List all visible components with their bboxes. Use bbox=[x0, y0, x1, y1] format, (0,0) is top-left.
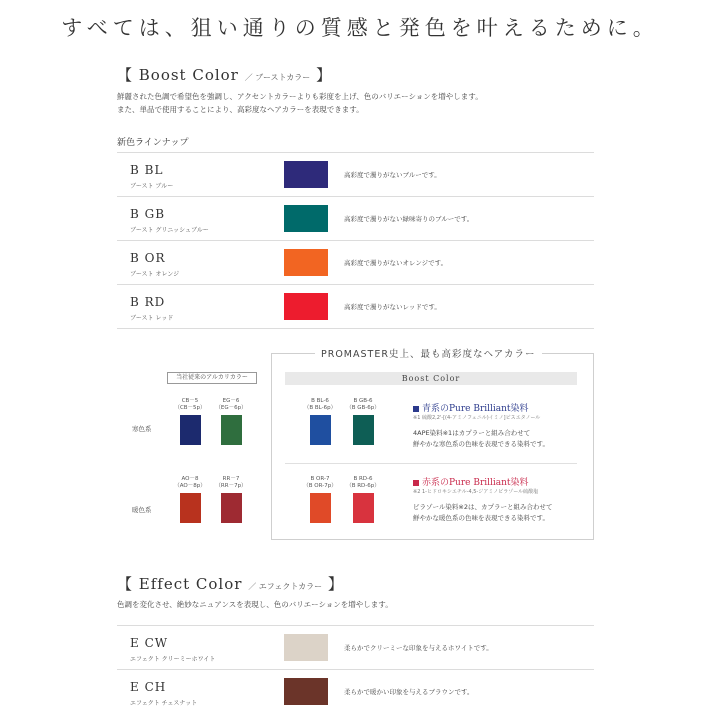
red-dye-description bbox=[413, 502, 552, 524]
item-kana: ブースト オレンジ bbox=[130, 271, 180, 278]
color-swatch bbox=[284, 205, 328, 232]
product-code-p: （B BL-6p） bbox=[303, 405, 337, 411]
item-description: 高彩度で濁りがない緑味寄りのブルーです。 bbox=[344, 215, 474, 223]
item-code: B GB bbox=[130, 207, 166, 221]
product-bgb6 bbox=[343, 398, 383, 445]
red-desc-line-2: 鮮やかな暖色系の色味を表現できる染料です。 bbox=[413, 514, 549, 522]
item-kana: ブースト レッド bbox=[130, 315, 174, 322]
product-code-p: （CB－5p） bbox=[174, 405, 206, 411]
item-kana: ブースト グリニッシュブルー bbox=[130, 227, 209, 234]
boost-color-bar: Boost Color bbox=[285, 372, 577, 385]
product-code: AO－8 bbox=[181, 476, 199, 482]
effect-title-sub: ／ エフェクトカラー bbox=[248, 582, 323, 591]
product-swatch bbox=[180, 493, 201, 523]
item-kana: ブースト ブルー bbox=[130, 183, 174, 190]
product-brd6 bbox=[343, 476, 383, 523]
item-code: E CH bbox=[130, 680, 167, 694]
boost-item-bgb bbox=[117, 196, 594, 240]
conventional-color-label: 当社従来のアルカリカラー bbox=[167, 372, 257, 384]
boost-item-bor bbox=[117, 240, 594, 284]
color-swatch bbox=[284, 634, 328, 661]
blue-desc-line-1: 4APE染料※1はカプラーと組み合わせて bbox=[413, 429, 531, 437]
product-swatch bbox=[221, 415, 242, 445]
lineup-label: 新色ラインナップ bbox=[117, 138, 189, 148]
item-kana: エフェクト チェスナット bbox=[130, 700, 198, 707]
product-eg6 bbox=[211, 398, 251, 445]
product-rr7 bbox=[211, 476, 251, 523]
product-code: CB－5 bbox=[181, 398, 199, 404]
item-code: B OR bbox=[130, 251, 166, 265]
product-code: B RD-6 bbox=[353, 476, 373, 482]
product-swatch bbox=[353, 415, 374, 445]
item-description: 柔らかで暖かい印象を与えるブラウンです。 bbox=[344, 688, 474, 696]
item-code: E CW bbox=[130, 636, 169, 650]
boost-title-sub: ／ ブーストカラー bbox=[244, 73, 311, 82]
product-swatch bbox=[310, 493, 331, 523]
boost-description bbox=[117, 90, 483, 116]
boost-desc-line-1: 鮮麗された色調で希望色を強調し、アクセントカラーよりも彩度を上げ、色のバリエーションを増やします。 bbox=[117, 92, 483, 101]
effect-title: 【 Effect Color bbox=[117, 575, 243, 593]
product-bor7 bbox=[300, 476, 340, 523]
product-code-p: （AO－8p） bbox=[174, 483, 206, 489]
boost-title-end: 】 bbox=[316, 66, 333, 84]
product-code-p: （B GB-6p） bbox=[346, 405, 380, 411]
promo-divider bbox=[285, 463, 577, 464]
square-bullet-icon bbox=[413, 406, 419, 412]
product-swatch bbox=[180, 415, 201, 445]
blue-dye-description bbox=[413, 428, 549, 450]
product-code: EG－6 bbox=[222, 398, 240, 404]
item-description: 高彩度で濁りがないブルーです。 bbox=[344, 171, 441, 179]
product-swatch bbox=[353, 493, 374, 523]
color-swatch bbox=[284, 161, 328, 188]
color-swatch bbox=[284, 678, 328, 705]
product-bbl6 bbox=[300, 398, 340, 445]
square-bullet-icon bbox=[413, 480, 419, 486]
effect-item-ech bbox=[117, 669, 594, 713]
effect-section-title bbox=[117, 573, 344, 594]
warm-group-label: 暖色系 bbox=[132, 506, 152, 514]
effect-title-end: 】 bbox=[327, 575, 344, 593]
item-description: 高彩度で濁りがないレッドです。 bbox=[344, 303, 441, 311]
red-desc-line-1: ピラゾール染料※2は、カプラーと組み合わせて bbox=[413, 503, 553, 511]
product-code: B OR-7 bbox=[310, 476, 330, 482]
item-code: B BL bbox=[130, 163, 164, 177]
product-swatch bbox=[310, 415, 331, 445]
color-swatch bbox=[284, 249, 328, 276]
product-code: B GB-6 bbox=[353, 398, 373, 404]
red-dye-title bbox=[413, 475, 529, 488]
page-headline: すべては、狙い通りの質感と発色を叶えるために。 bbox=[61, 16, 659, 40]
product-swatch bbox=[221, 493, 242, 523]
product-cb5 bbox=[170, 398, 210, 445]
item-kana: エフェクト クリーミーホワイト bbox=[130, 656, 216, 663]
product-code-p: （B OR-7p） bbox=[303, 483, 337, 489]
boost-section-title bbox=[117, 64, 332, 85]
promo-title: PROMASTER史上、最も高彩度なヘアカラー bbox=[315, 346, 542, 360]
blue-dye-note: ※1 硫酸2,2'-[(4-アミノフェニル)イミノ]ビスエタノール bbox=[413, 415, 541, 421]
boost-item-bbl bbox=[117, 152, 594, 196]
boost-desc-line-2: また、単品で使用することにより、高彩度なヘアカラーを表現できます。 bbox=[117, 105, 364, 114]
blue-dye-title-text: 青系のPure Brilliant染料 bbox=[422, 404, 529, 414]
color-swatch bbox=[284, 293, 328, 320]
cool-group-label: 寒色系 bbox=[132, 425, 152, 433]
item-description: 柔らかでクリーミーな印象を与えるホワイトです。 bbox=[344, 644, 493, 652]
product-code: B BL-6 bbox=[311, 398, 329, 404]
product-code-p: （B RD-6p） bbox=[346, 483, 380, 489]
red-dye-title-text: 赤系のPure Brilliant染料 bbox=[422, 478, 529, 488]
product-code-p: （EG－6p） bbox=[215, 405, 247, 411]
item-description: 高彩度で濁りがないオレンジです。 bbox=[344, 259, 448, 267]
blue-desc-line-2: 鮮やかな寒色系の色味を表現できる染料です。 bbox=[413, 440, 549, 448]
effect-item-ecw bbox=[117, 625, 594, 669]
item-code: B RD bbox=[130, 295, 166, 309]
product-code: RR－7 bbox=[222, 476, 240, 482]
boost-item-brd bbox=[117, 284, 594, 328]
boost-title: 【 Boost Color bbox=[117, 66, 239, 84]
blue-dye-title bbox=[413, 401, 529, 414]
product-ao8 bbox=[170, 476, 210, 523]
effect-description: 色調を変化させ、絶妙なニュアンスを表現し、色のバリエーションを増やします。 bbox=[117, 600, 393, 609]
red-dye-note: ※2 1-ヒドロキシエチル-4,5-ジアミノピラゾール硫酸塩 bbox=[413, 489, 539, 495]
product-code-p: （RR－7p） bbox=[215, 483, 247, 489]
row-divider bbox=[117, 328, 594, 329]
